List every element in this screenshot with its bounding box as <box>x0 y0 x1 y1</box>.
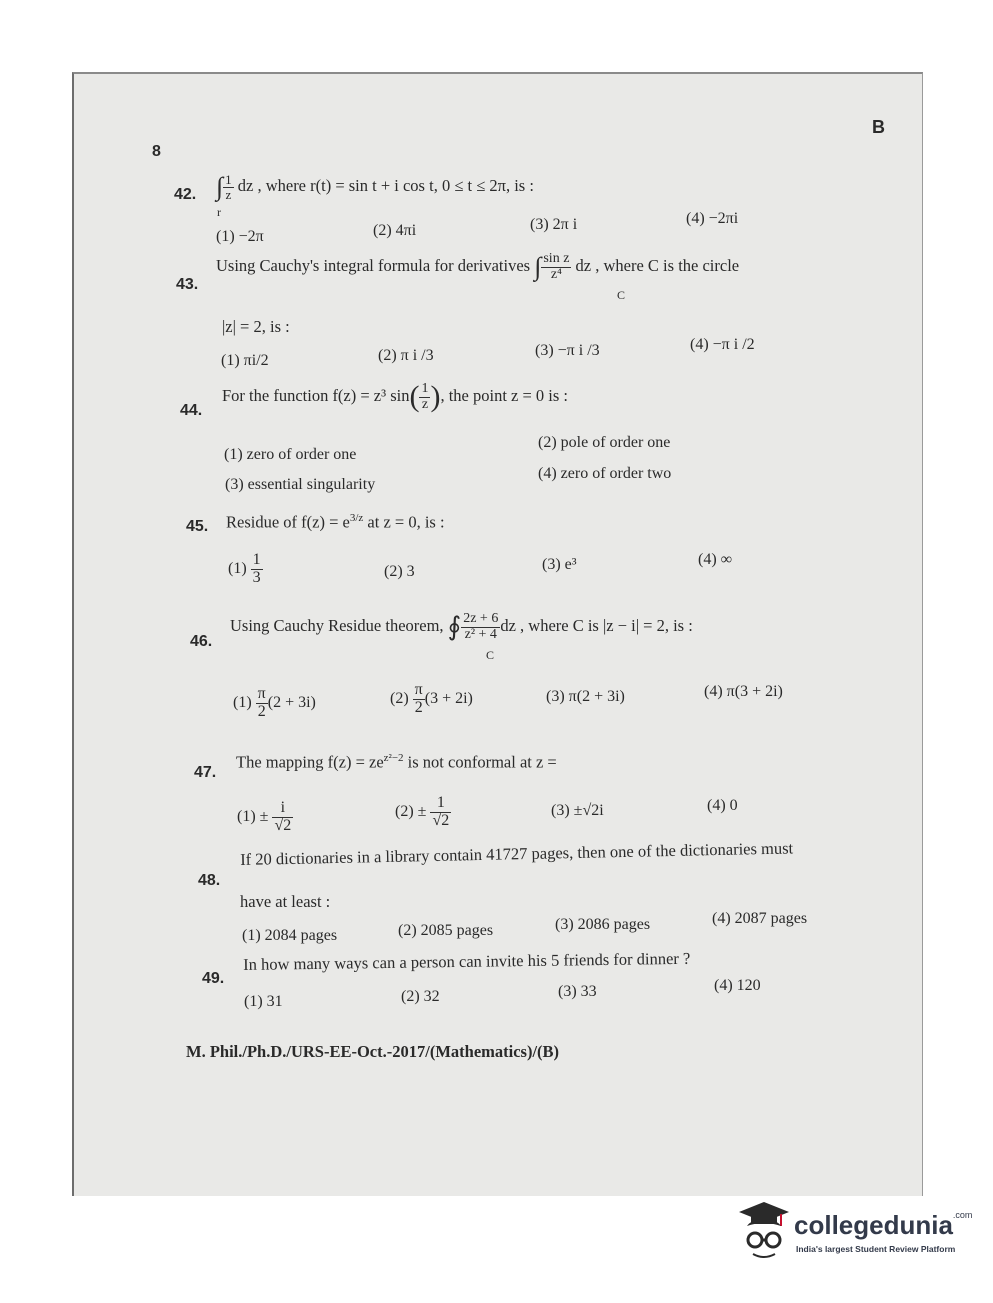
question-stem: Using Cauchy Residue theorem, ∮ $\frac{2z + 6}{\text{z² + 4}}$ dz , where C is |z − i| = 2, is : <box>230 611 693 642</box>
option: (2) π i /3 <box>378 347 434 364</box>
option: (1) $\frac{\pi}{2}$ (2 + 3i) <box>233 685 316 720</box>
question-stem: Using Cauchy's integral formula for derivatives ∫ $\frac{\text{sin z}}{\text{z⁴}}$ dz , where C is the circle <box>216 251 740 282</box>
option: (3) ±√2i <box>551 802 604 819</box>
question-stem: The mapping $f(z) = ze^{z^2-2}$ is not conformal at z = <box>236 752 557 772</box>
question-stem: If 20 dictionaries in a library contain 41727 pages, then one of the dictionaries must <box>240 838 794 869</box>
question-number: 43. <box>176 276 199 293</box>
option: (4) 0 <box>707 797 738 814</box>
option: (1) zero of order one <box>224 446 357 463</box>
question-stem-line2: have at least : <box>240 892 331 911</box>
page-number: 8 <box>152 143 161 160</box>
option: (4) ∞ <box>698 551 733 568</box>
question-number: 48. <box>198 872 221 889</box>
integral-subscript: C <box>617 288 626 302</box>
integral-subscript: C <box>486 648 495 662</box>
option: (2) $\frac{\pi}{2}$ (3 + 2i) <box>390 681 473 716</box>
brand-name: collegedunia$^{.com}$ <box>794 1210 973 1240</box>
option: (4) π(3 + 2i) <box>704 683 783 700</box>
question-number: 46. <box>190 633 213 650</box>
integral-subscript: r <box>217 205 221 219</box>
option: (3) 2086 pages <box>555 916 651 933</box>
question-stem: In how many ways can a person can invite his 5 friends for dinner ? <box>243 948 691 974</box>
exam-footer: M. Phil./Ph.D./URS-EE-Oct.-2017/(Mathematics)/(B) <box>186 1042 560 1061</box>
option: (4) −π i /2 <box>690 336 755 353</box>
question-number: 45. <box>186 518 209 535</box>
option: (2) ± $\frac{1}{√2}$ <box>395 794 450 829</box>
option: (3) 2π i <box>530 216 578 233</box>
option: (1) $\frac{1}{3}$ <box>228 551 261 586</box>
question-stem: For the function f(z) = z³ sin( $\frac{1}{z}$ ), the point z = 0 is : <box>222 380 569 413</box>
option: (2) 2085 pages <box>398 922 494 939</box>
option: (3) −π i /3 <box>535 342 600 359</box>
question-stem: Residue of $f(z) = e^{3/z}$ at z = 0, is : <box>226 512 445 532</box>
option: (3) e³ <box>542 556 577 573</box>
option: (1) πi/2 <box>221 352 269 369</box>
option: (2) 4πi <box>373 222 417 239</box>
option: (1) −2π <box>216 228 264 245</box>
question-number: 44. <box>180 402 203 419</box>
question-number: 49. <box>202 970 225 987</box>
option: (4) zero of order two <box>538 465 672 482</box>
option: (3) π(2 + 3i) <box>546 688 625 705</box>
question-number: 42. <box>174 186 197 203</box>
option: (4) 120 <box>714 977 761 994</box>
option: (2) pole of order one <box>538 434 671 451</box>
option: (1) 2084 pages <box>242 927 338 944</box>
option: (1) 31 <box>244 993 283 1010</box>
brand-tagline: India's largest Student Review Platform <box>796 1244 956 1254</box>
collegedunia-logo-icon <box>737 1200 791 1267</box>
question-stem: ∫ $\frac{1}{z}$ dz , where r(t) = sin t + i cos t, 0 ≤ t ≤ 2π, is : <box>216 171 534 202</box>
option: (4) 2087 pages <box>712 910 808 927</box>
option: (2) 32 <box>401 988 440 1005</box>
series-code: B <box>872 117 885 137</box>
option: (2) 3 <box>384 563 415 580</box>
option: (1) ± $\frac{i}{√2}$ <box>237 799 292 834</box>
question-stem-line2: |z| = 2, is : <box>222 317 290 336</box>
option: (3) 33 <box>558 983 597 1000</box>
option: (4) −2πi <box>686 210 739 227</box>
question-number: 47. <box>194 764 217 781</box>
option: (3) essential singularity <box>225 476 376 493</box>
